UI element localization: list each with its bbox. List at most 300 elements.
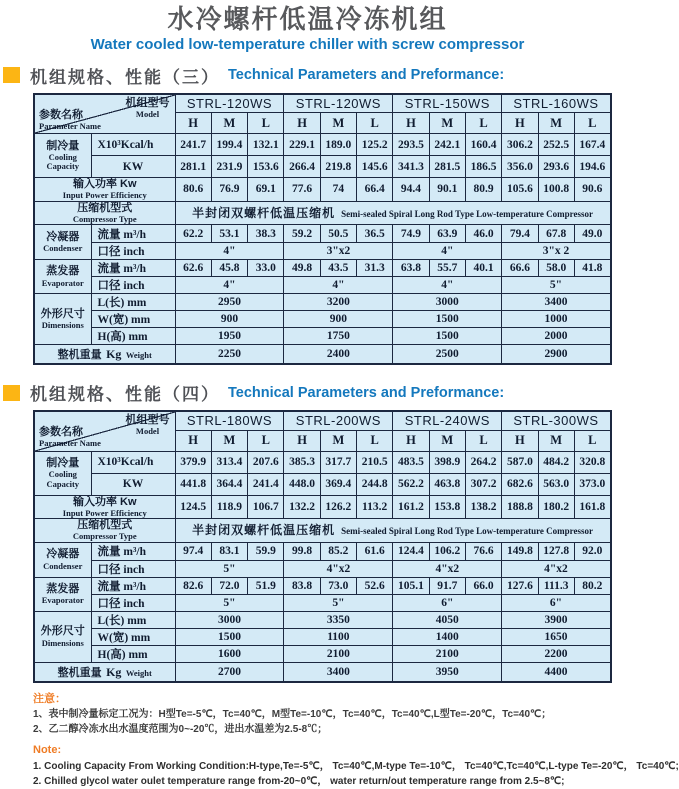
value-cell: 385.3 [284,451,320,473]
value-cell: 145.6 [357,156,393,178]
weight-unit: Kg [106,664,122,679]
model-cell: STRL-240WS [393,411,502,430]
dim-cell: 2100 [284,645,393,662]
value-cell: 50.5 [320,225,356,243]
value-cell: 79.4 [502,225,538,243]
dim-cell: 2200 [502,645,611,662]
unit-label-kcal: X10³Kcal/h [91,451,175,473]
dim-cell: 2100 [393,645,502,662]
weight-cell: 2700 [175,662,284,682]
param-label-en: Parameter Name [39,120,101,131]
cooling-label-en: Cooling Capacity [46,469,80,489]
unit-label-flow: 流量 m³/h [91,577,175,594]
weight-cell: 3400 [284,662,393,682]
value-cell: 281.5 [429,156,465,178]
hml-cell: M [211,113,247,134]
model-cell: STRL-120WS [284,94,393,113]
value-cell: 31.3 [357,260,393,277]
table-row [34,519,611,543]
unit-label-caliber: 口径 inch [91,560,175,577]
evaporator-label-en: Evaporator [41,277,84,288]
value-cell: 320.8 [574,451,610,473]
value-cell: 94.4 [393,178,429,202]
compressor-value-en: Semi-sealed Spiral Long Rod Type Low-temperature Compressor [341,208,593,219]
hml-cell: M [429,430,465,451]
spec-table-4 [33,410,612,683]
weight-unit: Kg [106,347,122,362]
hml-cell: M [320,113,356,134]
hml-cell: L [574,430,610,451]
caliber-cell: 6" [393,594,502,611]
table-row [34,156,611,178]
value-cell: 59.2 [284,225,320,243]
dim-cell: 3900 [502,611,611,628]
weight-cell: 2400 [284,345,393,365]
value-cell: 229.1 [284,134,320,156]
compressor-type-cell [175,201,611,225]
value-cell: 313.4 [211,451,247,473]
hml-cell: M [211,430,247,451]
weight-label-en: Weight [125,350,152,361]
evaporator-label-en: Evaporator [41,595,84,606]
row-label-input-power [34,495,175,519]
value-cell: 124.5 [175,495,211,519]
value-cell: 49.8 [284,260,320,277]
value-cell: 105.6 [502,178,538,202]
hml-cell: M [538,113,574,134]
value-cell: 127.6 [502,577,538,594]
table-row [34,243,611,260]
table-row [34,294,611,311]
value-cell: 373.0 [574,473,610,495]
value-cell: 67.8 [538,225,574,243]
model-label-zh: 机组型号 [125,96,170,109]
compressor-value-zh: 半封闭双螺杆低温压缩机 [192,205,336,220]
param-label-en: Parameter Name [39,438,101,449]
dim-cell: 3350 [284,611,393,628]
value-cell: 219.8 [320,156,356,178]
value-cell: 118.9 [211,495,247,519]
value-cell: 59.9 [248,542,284,560]
dimensions-label-en: Dimensions [41,320,84,331]
unit-label-kw: KW [91,156,175,178]
compressor-type-cell [175,519,611,543]
value-cell: 83.8 [284,577,320,594]
value-cell: 241.7 [175,134,211,156]
value-cell: 364.4 [211,473,247,495]
table-row [34,594,611,611]
table-row [34,411,611,430]
value-cell: 132.1 [248,134,284,156]
cooling-label-en: Cooling Capacity [46,151,80,172]
dim-cell: 900 [175,311,284,328]
value-cell: 682.6 [502,473,538,495]
caliber-cell: 4" [393,243,502,260]
value-cell: 80.2 [574,577,610,594]
unit-label-height: H(高) mm [91,328,175,345]
value-cell: 80.6 [175,178,211,202]
table-row [34,577,611,594]
dim-cell: 1500 [393,328,502,345]
value-cell: 307.2 [465,473,501,495]
value-cell: 264.2 [465,451,501,473]
caliber-cell: 3"x 2 [502,243,611,260]
value-cell: 97.4 [175,542,211,560]
dim-cell: 1600 [175,645,284,662]
weight-cell: 2900 [502,345,611,365]
note-line: 1. Cooling Capacity From Working Condition:H-type,Te=-5℃， Tc=40℃,M-type Te=-10℃， Tc=40℃,Tc=40℃,L-type Te=-20℃， Tc=40℃; [33,760,679,772]
row-label-condenser [34,225,91,260]
section-title-en: Technical Parameters and Preformance: [228,67,505,84]
hml-cell: H [175,430,211,451]
section-title-zh: 机组规格、性能（三） [30,67,220,87]
notes-en-label: Note: [33,744,62,757]
condenser-label-en: Condenser [43,560,83,571]
value-cell: 45.8 [211,260,247,277]
caliber-cell: 3"x2 [284,243,393,260]
value-cell: 138.2 [465,495,501,519]
notes-section [33,692,679,789]
cooling-label-zh: 制冷量 [46,139,80,152]
caliber-cell: 4"x2 [502,560,611,577]
value-cell: 244.8 [357,473,393,495]
value-cell: 153.6 [248,156,284,178]
hml-cell: L [574,113,610,134]
value-cell: 46.0 [465,225,501,243]
unit-label-flow: 流量 m³/h [91,225,175,243]
value-cell: 448.0 [284,473,320,495]
dim-cell: 900 [284,311,393,328]
dim-cell: 3000 [393,294,502,311]
value-cell: 199.4 [211,134,247,156]
row-label-cooling [34,134,91,178]
section-heading-4 [3,380,615,405]
note-line: 1、表中制冷量标定工况为：H型Te=-5℃，Tc=40℃，M型Te=-10℃，Tc=40℃，Tc=40℃,L型Te=-20℃，Tc=40℃； [33,709,552,721]
value-cell: 52.6 [357,577,393,594]
table-row [34,645,611,662]
value-cell: 563.0 [538,473,574,495]
value-cell: 126.2 [320,495,356,519]
diagonal-header-cell [34,94,175,134]
value-cell: 100.8 [538,178,574,202]
row-label-dimensions [34,294,91,345]
hml-cell: H [393,113,429,134]
model-cell: STRL-120WS [175,94,284,113]
param-header [39,109,101,132]
model-cell: STRL-160WS [502,94,611,113]
dim-cell: 3400 [502,294,611,311]
value-cell: 33.0 [248,260,284,277]
value-cell: 398.9 [429,451,465,473]
value-cell: 483.5 [393,451,429,473]
unit-label-caliber: 口径 inch [91,277,175,294]
hml-cell: H [502,113,538,134]
dim-cell: 1500 [175,628,284,645]
table-row [34,542,611,560]
hml-cell: L [248,113,284,134]
param-label-zh: 参数名称 [39,426,83,439]
value-cell: 194.6 [574,156,610,178]
value-cell: 99.8 [284,542,320,560]
value-cell: 161.2 [393,495,429,519]
model-cell: STRL-150WS [393,94,502,113]
value-cell: 186.5 [465,156,501,178]
unit-label-kcal: X10³Kcal/h [91,134,175,156]
value-cell: 63.8 [393,260,429,277]
value-cell: 127.8 [538,542,574,560]
value-cell: 63.9 [429,225,465,243]
caliber-cell: 4" [175,277,284,294]
value-cell: 241.4 [248,473,284,495]
value-cell: 293.5 [393,134,429,156]
row-label-evaporator [34,577,91,611]
value-cell: 83.1 [211,542,247,560]
value-cell: 106.2 [429,542,465,560]
diagonal-header-cell [34,411,175,451]
value-cell: 160.4 [465,134,501,156]
evaporator-label-zh: 蒸发器 [46,265,80,278]
value-cell: 441.8 [175,473,211,495]
dim-cell: 1400 [393,628,502,645]
weight-cell: 3950 [393,662,502,682]
dim-cell: 1500 [393,311,502,328]
compressor-label-en: Compressor Type [72,531,137,542]
weight-label-zh: 整机重量 [57,349,102,362]
value-cell: 66.4 [357,178,393,202]
value-cell: 91.7 [429,577,465,594]
value-cell: 242.1 [429,134,465,156]
page-subtitle: Water cooled low-temperature chiller with screw compressor [90,35,525,53]
value-cell: 61.6 [357,542,393,560]
evaporator-label-zh: 蒸发器 [46,582,80,595]
table-row [34,260,611,277]
value-cell: 41.8 [574,260,610,277]
row-label-weight [34,662,175,682]
input-label-zh: 输入功率 Kw [72,178,137,191]
model-header [126,97,170,120]
table-row [34,628,611,645]
unit-label-flow: 流量 m³/h [91,260,175,277]
input-label-zh: 输入功率 Kw [72,495,137,508]
model-label-en: Model [135,108,160,119]
row-label-input-power [34,178,175,202]
value-cell: 66.6 [502,260,538,277]
section-heading-3 [3,63,615,88]
unit-label-height: H(高) mm [91,645,175,662]
value-cell: 66.0 [465,577,501,594]
value-cell: 189.0 [320,134,356,156]
model-label-zh: 机组型号 [125,414,170,427]
value-cell: 74.9 [393,225,429,243]
row-label-compressor [34,201,175,225]
dim-cell: 1750 [284,328,393,345]
model-cell: STRL-180WS [175,411,284,430]
unit-label-length: L(长) mm [91,294,175,311]
compressor-value-zh: 半封闭双螺杆低温压缩机 [192,523,336,538]
model-cell: STRL-200WS [284,411,393,430]
table-row [34,560,611,577]
table-row [34,94,611,113]
value-cell: 76.6 [465,542,501,560]
hml-cell: H [502,430,538,451]
value-cell: 90.6 [574,178,610,202]
dim-cell: 1000 [502,311,611,328]
value-cell: 36.5 [357,225,393,243]
caliber-cell: 5" [284,594,393,611]
value-cell: 587.0 [502,451,538,473]
dim-cell: 3000 [175,611,284,628]
table-row [34,134,611,156]
section-bullet-icon [3,67,20,83]
value-cell: 149.8 [502,542,538,560]
value-cell: 49.0 [574,225,610,243]
value-cell: 369.4 [320,473,356,495]
value-cell: 38.3 [248,225,284,243]
hml-cell: H [284,430,320,451]
value-cell: 80.9 [465,178,501,202]
param-header [39,426,101,449]
table-row [34,611,611,628]
hml-cell: M [320,430,356,451]
weight-label-zh: 整机重量 [57,666,102,679]
dim-cell: 2950 [175,294,284,311]
unit-label-width: W(宽) mm [91,628,175,645]
value-cell: 281.1 [175,156,211,178]
row-label-evaporator [34,260,91,294]
unit-label-flow: 流量 m³/h [91,542,175,560]
value-cell: 74 [320,178,356,202]
value-cell: 76.9 [211,178,247,202]
model-header [126,414,170,437]
dim-cell: 4050 [393,611,502,628]
value-cell: 77.6 [284,178,320,202]
value-cell: 317.7 [320,451,356,473]
value-cell: 92.0 [574,542,610,560]
dim-cell: 2000 [502,328,611,345]
row-label-dimensions [34,611,91,662]
hml-cell: H [284,113,320,134]
value-cell: 40.1 [465,260,501,277]
table-row [34,311,611,328]
value-cell: 51.9 [248,577,284,594]
unit-label-caliber: 口径 inch [91,594,175,611]
row-label-compressor [34,519,175,543]
dim-cell: 1100 [284,628,393,645]
value-cell: 72.0 [211,577,247,594]
row-label-condenser [34,542,91,577]
hml-cell: L [357,113,393,134]
unit-label-kw: KW [91,473,175,495]
dim-cell: 1950 [175,328,284,345]
model-cell: STRL-300WS [502,411,611,430]
table-row [34,328,611,345]
dim-cell: 1650 [502,628,611,645]
value-cell: 82.6 [175,577,211,594]
caliber-cell: 5" [502,277,611,294]
value-cell: 379.9 [175,451,211,473]
hml-cell: L [357,430,393,451]
value-cell: 306.2 [502,134,538,156]
condenser-label-zh: 冷凝器 [46,548,80,561]
value-cell: 69.1 [248,178,284,202]
table-row [34,178,611,202]
value-cell: 188.8 [502,495,538,519]
weight-cell: 2500 [393,345,502,365]
weight-label-en: Weight [125,667,152,678]
value-cell: 43.5 [320,260,356,277]
value-cell: 85.2 [320,542,356,560]
value-cell: 252.5 [538,134,574,156]
compressor-label-zh: 压缩机型式 [77,519,133,532]
table-row [34,201,611,225]
section-title-zh: 机组规格、性能（四） [30,385,220,405]
dim-cell: 3200 [284,294,393,311]
notes-zh-label: 注意： [33,692,66,705]
caliber-cell: 4" [284,277,393,294]
table-row [34,345,611,365]
unit-label-caliber: 口径 inch [91,243,175,260]
value-cell: 484.2 [538,451,574,473]
caliber-cell: 5" [175,560,284,577]
table-row [34,451,611,473]
compressor-label-zh: 压缩机型式 [77,201,133,214]
weight-cell: 4400 [502,662,611,682]
value-cell: 53.1 [211,225,247,243]
dimensions-label-zh: 外形尺寸 [40,625,85,638]
table-row [34,473,611,495]
caliber-cell: 5" [175,594,284,611]
compressor-value-en: Semi-sealed Spiral Long Rod Type Low-temperature Compressor [341,526,593,537]
hml-cell: M [538,430,574,451]
hml-cell: L [248,430,284,451]
value-cell: 55.7 [429,260,465,277]
value-cell: 356.0 [502,156,538,178]
value-cell: 58.0 [538,260,574,277]
value-cell: 210.5 [357,451,393,473]
row-label-cooling [34,451,91,495]
caliber-cell: 6" [502,594,611,611]
table-row [34,662,611,682]
cooling-label-zh: 制冷量 [46,457,80,470]
value-cell: 111.3 [538,577,574,594]
condenser-label-zh: 冷凝器 [46,230,80,243]
hml-cell: L [465,113,501,134]
hml-cell: H [175,113,211,134]
value-cell: 293.6 [538,156,574,178]
note-line: 2. Chilled glycol water oulet temperature range from-20~0℃， water return/out temperature range from 2.5~8℃; [33,775,565,787]
value-cell: 90.1 [429,178,465,202]
table-row [34,495,611,519]
caliber-cell: 4"x2 [393,560,502,577]
param-label-zh: 参数名称 [39,108,83,121]
notes-en-section [33,743,679,788]
input-label-en: Input Power Efficiency [62,507,147,518]
compressor-label-en: Compressor Type [72,213,137,224]
value-cell: 132.2 [284,495,320,519]
input-label-en: Input Power Efficiency [62,190,147,201]
row-label-weight [34,345,175,365]
spec-table-3 [33,93,612,366]
value-cell: 167.4 [574,134,610,156]
hml-cell: M [429,113,465,134]
table-row [34,225,611,243]
page-title: 水冷螺杆低温冷冻机组 [167,4,448,34]
value-cell: 105.1 [393,577,429,594]
value-cell: 106.7 [248,495,284,519]
model-label-en: Model [135,426,160,437]
value-cell: 341.3 [393,156,429,178]
value-cell: 463.8 [429,473,465,495]
